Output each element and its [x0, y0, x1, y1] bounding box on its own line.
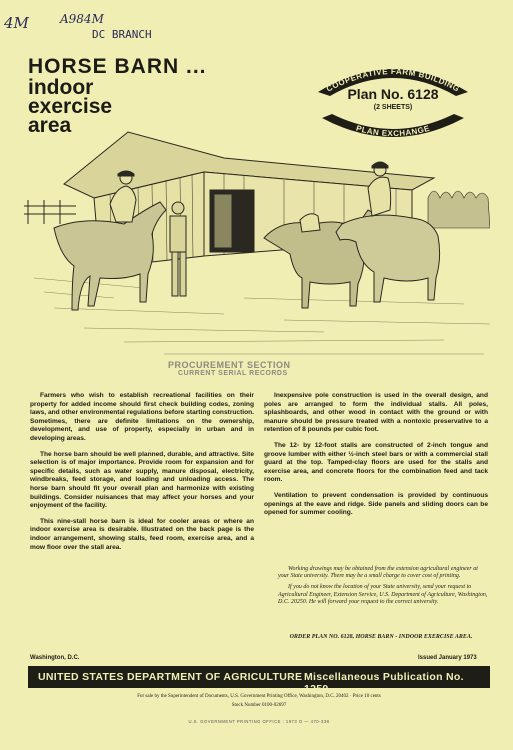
fence-drawing	[24, 200, 76, 224]
handwritten-call-number: A984M	[60, 12, 104, 26]
title-line-3: exercise	[28, 95, 113, 118]
badge-arc-top-text: COOPERATIVE FARM BUILDING	[324, 66, 462, 94]
publication-number: Miscellaneous Publication No. 1259	[304, 671, 464, 695]
ground-hatching	[34, 278, 490, 354]
plan-number: Plan No. 6128	[347, 86, 439, 102]
order-line: ORDER PLAN NO. 6128, HORSE BARN - INDOOR EXERCISE AREA.	[289, 634, 473, 640]
note-paragraph-2: If you do not know the location of your State university, send your request to Agricultural Engineer, Extension Service, U.S. Department of Agriculture, Washington, D.C. 20250. He will forward your request to the correct university.	[278, 584, 488, 605]
agency-name: UNITED STATES DEPARTMENT OF AGRICULTURE	[38, 671, 303, 683]
library-stamp	[168, 360, 291, 377]
plan-sheets: (2 SHEETS)	[373, 104, 413, 111]
trees-drawing	[428, 191, 490, 228]
stock-number: Stock Number 0100-02697	[231, 703, 287, 708]
body-right-paragraph-2: The 12- by 12-foot stalls are constructed of 2-inch tongue and groove lumber with either ½-inch steel bars or with a commercial stall guard at the top. Tamped-clay floors are used for the stalls and exercise area, and concrete floors for the combination feed and tack room.	[264, 441, 488, 484]
body-right-paragraph-1: Inexpensive pole construction is used in the overall design, and poles are arranged to form the individual stalls. All poles, splashboards, and other wood in contact with the ground or with manure should be pressure treated with a nontoxic preservative to a retention of 8 pounds per cubic foot.	[264, 392, 488, 434]
body-left-paragraph-3: This nine-stall horse barn is ideal for cooler areas or where an indoor exercise area is desirable. Illustrated on the back page is the indoor arrangement, showing stalls, feed room, exercise area, and a mow floor over the stall area.	[30, 517, 254, 551]
body-column-right	[264, 392, 488, 525]
title-line-4: area	[28, 114, 72, 137]
handwritten-note-left: 4M	[4, 14, 29, 32]
body-column-left	[30, 392, 254, 559]
ordering-notes	[278, 566, 490, 610]
title-line-1: HORSE BARN ...	[28, 55, 207, 78]
title-line-2: indoor	[28, 76, 94, 99]
note-paragraph-1: Working drawings may be obtained from the extension agricultural engineer at your State university. There may be a small charge to cover cost of printing.	[278, 566, 478, 580]
body-left-paragraph-2: The horse barn should be well planned, durable, and attractive. Site selection is of major importance. Provide room for expansion and for specific details, such as water supply, manure disposal, electricity, windbreaks, feed storage, and loading and unloading access. The horse barn should fit your overall plan and harmonize with existing buildings. Consider nuisances that may affect your horses and your enjoyment of the facility.	[30, 450, 254, 510]
place-of-issue: Washington, D.C.	[30, 655, 80, 661]
document-title	[28, 56, 278, 135]
badge-arc-bottom-text: PLAN EXCHANGE	[355, 123, 431, 139]
stamp-line-2: CURRENT SERIAL RECORDS	[178, 370, 288, 377]
issue-date: Issued January 1973	[418, 655, 477, 661]
body-left-paragraph-1: Farmers who wish to establish recreational facilities on their property for added income should first check building codes, zoning laws, and other environmental regulations before starting construction. Sometimes, there are definite limitations on the ownership, development, and use of property, especially in urban and in developing areas.	[30, 392, 254, 442]
stamp-line-1: PROCUREMENT SECTION	[168, 360, 291, 370]
horse-barn-illustration	[24, 128, 490, 368]
body-right-paragraph-3: Ventilation to prevent condensation is provided by continuous openings at the eave and ridge. Side panels and sliding doors can be opened for summer cooling.	[264, 491, 488, 517]
standing-person-drawing	[170, 202, 186, 296]
publication-bar	[28, 666, 490, 695]
printing-office-line: U.S. GOVERNMENT PRINTING OFFICE : 1973 O — 470-338	[188, 719, 330, 724]
handwritten-branch: DC BRANCH	[92, 28, 152, 41]
sale-info: For sale by the Superintendent of Documents, U.S. Government Printing Office, Washington, D.C. 20402 · Price 10 cents	[137, 694, 381, 699]
